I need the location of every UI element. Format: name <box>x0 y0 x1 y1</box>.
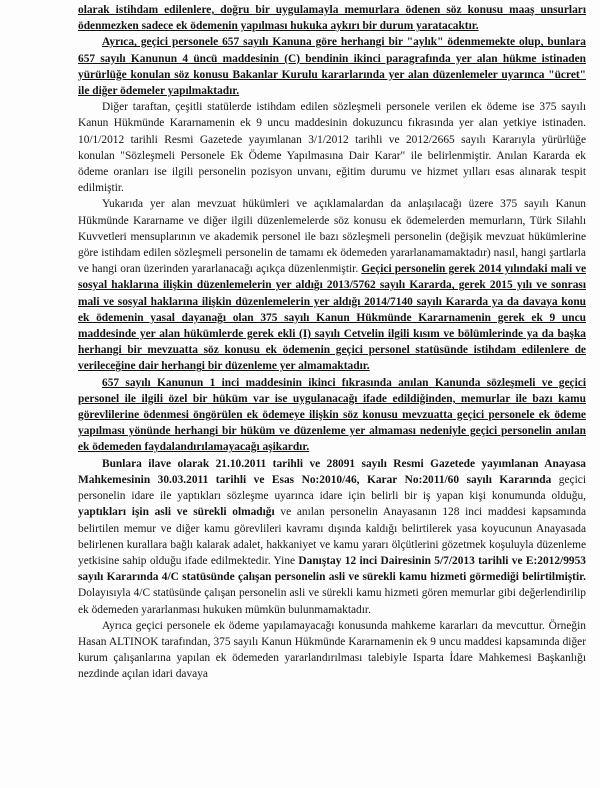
paragraph-p5 <box>78 456 586 618</box>
paragraph-text: Danıştay 12 inci Dairesinin 5/7/2013 tarihli ve E:2012/9953 sayılı Kararında 4/C statüsünde çalışan personelin asli ve sürekli kamu hizmeti görmediği belirtilmiştir. <box>78 554 586 584</box>
paragraph-p4 <box>78 375 586 456</box>
paragraph-text: Ayrıca, geçici personele 657 sayılı Kanuna göre herhangi bir "aylık" ödenmemekte olup, bunlara 657 sayılı Kanunun 4 üncü maddesinin (C) bendinin ikinci paragrafında yer alan hükme istinaden yürürlüğe konulan söz konusu Bakanlar Kurulu kararlarında yer alan düzenlemeler uyarınca "ücret" ile diğer ödemeler yapılmaktadır. <box>78 36 586 98</box>
paragraph-text: Yukarıda yer alan mevzuat hükümleri ve açıklamalardan da anlaşılacağı üzere 375 sayılı Kanun Hükmünde Kararname ve diğer ilgili düzenlemelerde söz konusu ek ödemelerden memurların, Türk Silahlı Kuvvetleri mensuplarının ve akademik personel ile bazı sözleşmeli personelin (değişik mevzuat hükümlerine göre istihdam edilen sözleşmeli personelin de tamamı ek ödemeden yararlanamamaktadır) nasıl, hangi şartlarla ve hangi oran üzerinden yararlanacağı açıkça düzenlenmiştir. <box>78 198 586 276</box>
paragraph-p6 <box>78 618 586 683</box>
paragraph-p1 <box>78 34 586 99</box>
paragraph-text: Dolayısıyla 4/C statüsünde çalışan personelin asli ve sürekli kamu hizmeti gören memurlar gibi değerlendirilip ek ödemeden yararlanması hukuken mümkün bulunmamaktadır. <box>78 587 586 616</box>
paragraph-text: Ayrıca geçici personele ek ödeme yapılamayacağı konusunda mahkeme kararları da mevcuttur. Örneğin Hasan ALTINOK tarafından, 375 sayılı Kanun Hükmünde Kararnamenin ek 9 uncu maddesi kapsamında diğer kurum çalışanlarına yapılan ek ödemeden yararlandırılması talebiyle Isparta İdare Mahkemesi Başkanlığı nezdinde açılan idari davaya <box>78 619 586 681</box>
document-body <box>78 2 586 683</box>
paragraph-text: Bunlara ilave olarak 21.10.2011 tarihli ve 28091 sayılı Resmi Gazetede yayımlanan Anayasa Mahkemesinin 30.03.2011 tarihli ve Esas No:2010/46, Karar No:2011/60 sayılı Kararında <box>78 457 586 486</box>
paragraph-text: ve anılan personelin Anayasanın 128 inci maddesi kapsamında belirtilen memur ve diğer kamu görevlileri kavramı dışında kaldığı belirtilerek yasa koyucunun Anayasada belirlenen kurallara bağlı kalarak adalet, hakkaniyet ve kamu yararı ölçütlerini gözetmek koşuluyla düzenleme yetkisine sahip olduğu ifade edilmektedir. Yine <box>78 506 586 567</box>
paragraph-p2 <box>78 99 586 196</box>
paragraph-p3 <box>78 196 586 374</box>
paragraph-text: olarak istihdam edilenlere, doğru bir uygulamayla memurlara ödenen söz konusu maaş unsurları ödenmezken sadece ek ödemenin yapılması hukuka aykırı bir durum yaratacaktır. <box>78 4 586 33</box>
paragraph-p0 <box>78 2 586 34</box>
paragraph-text: Geçici personelin gerek 2014 yılındaki mali ve sosyal haklarına ilişkin düzenlemelerin yer aldığı 2013/5762 sayılı Kararda, gerek 2015 yılı ve sonrası mali ve sosyal haklarına ilişkin düzenlemelerin yer aldığı 2014/7140 sayılı Kararda ya da davaya konu ek ödemenin yasal dayanağı olan 375 sayılı Kanun Hükmünde Kararnamenin gerek ek 9 uncu maddesinde yer alan hükümlerde gerek ekli (I) sayılı Cetvelin ilgili kısım ve bölümlerinde ya da başka herhangi bir mevzuatta söz konusu ek ödemenin geçici personel statüsünde istihdam edilenlere de verileceğine dair herhangi bir düzenleme yer almamaktadır. <box>78 263 586 373</box>
paragraph-text: 657 sayılı Kanunun 1 inci maddesinin ikinci fıkrasında anılan Kanunda sözleşmeli ve geçici personel ile ilgili özel bir hüküm var ise uygulanacağı ifade edildiğinden, memurlar ile bazı kamu görevlilerine ödenmesi öngörülen ek ödemeye ilişkin söz konusu mevzuatta geçici personele ek ödeme yapılması yönünde herhangi bir hüküm ve düzenleme yer almaması nedeniyle geçici personelin anılan ek ödemeden faydalandırılamayacağı aşikardır. <box>78 376 586 454</box>
paragraph-text: geçici personelin idare ile yaptıkları sözleşme uyarınca idare için belirli bir iş yapan kişi konumunda olduğu, <box>78 473 586 503</box>
paragraph-text: yaptıkları işin asli ve sürekli olmadığı <box>78 506 275 519</box>
paragraph-text: Diğer taraftan, çeşitli statülerde istihdam edilen sözleşmeli personele verilen ek ödeme ise 375 sayılı Kanun Hükmünde Kararnamenin ek 9 uncu maddesinin dokuzuncu fıkrasında yer alan yetkiye istinaden. 10/1/2012 tarihli Resmi Gazetede yayımlanan 3/1/2012 tarihli ve 2012/2665 sayılı Kararıyla yürürlüğe konulan "Sözleşmeli Personele Ek Ödeme Yapılmasına Dair Karar" ile belirlenmiştir. Anılan Kararda ek ödeme oranları ise ilgili personelin pozisyon unvanı, eğitim durumu ve hizmet yılları esas alınarak tespit edilmiştir. <box>78 101 586 195</box>
